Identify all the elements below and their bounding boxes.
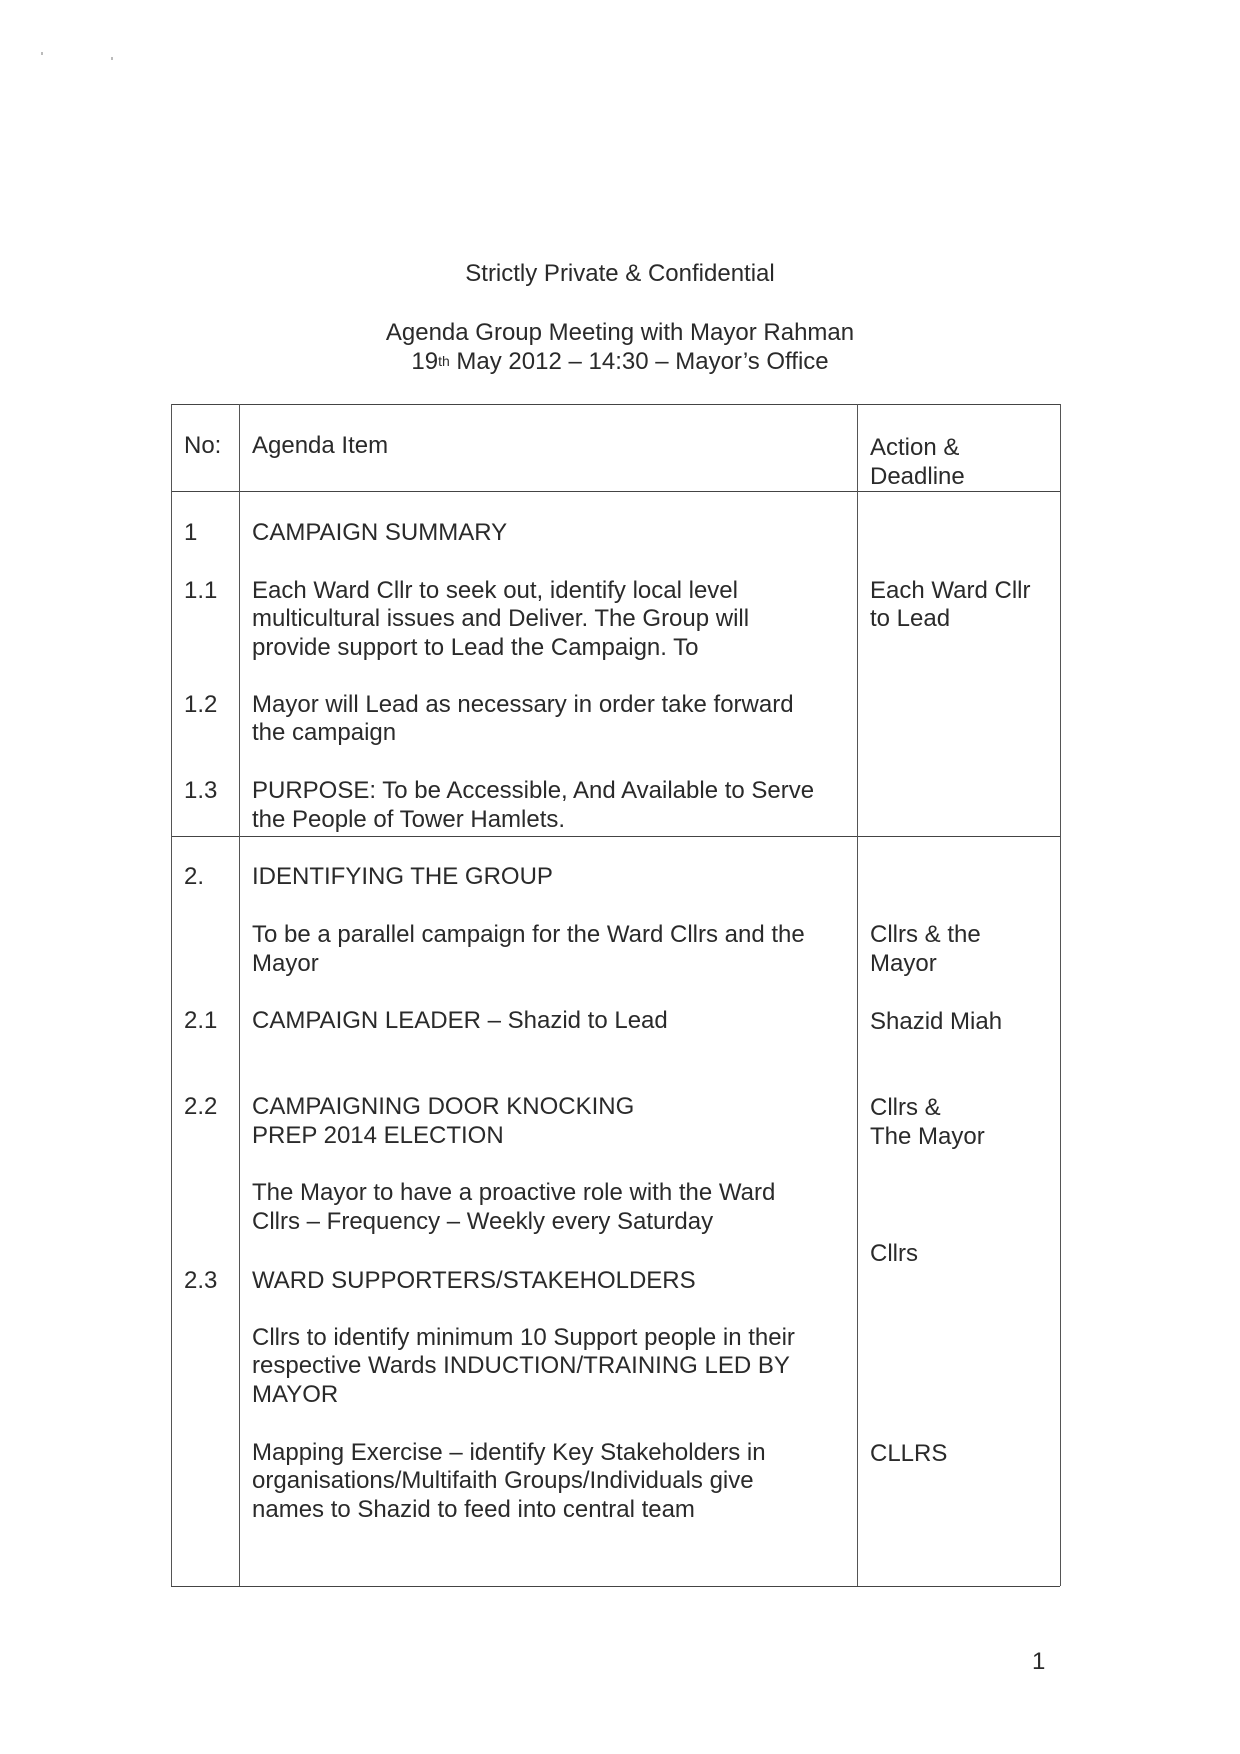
item-text: MAYOR [252, 1381, 339, 1408]
section-heading: CAMPAIGN SUMMARY [252, 519, 508, 546]
item-number: 2.3 [184, 1267, 218, 1294]
item-text: PURPOSE: To be Accessible, And Available to Serve [252, 777, 815, 804]
item-text: the People of Tower Hamlets. [252, 806, 566, 833]
item-text: PREP 2014 ELECTION [252, 1122, 504, 1149]
item-text: CAMPAIGN LEADER – Shazid to Lead [252, 1007, 668, 1034]
item-text: To be a parallel campaign for the Ward Cllrs and the [252, 921, 805, 948]
item-text: CAMPAIGNING DOOR KNOCKING [252, 1093, 635, 1120]
section-number: 1 [184, 519, 198, 546]
table-right-border [1060, 404, 1061, 1586]
column-header-deadline: Deadline [870, 463, 965, 490]
item-number: 1.1 [184, 577, 218, 604]
table-bottom-border [171, 1586, 1060, 1587]
item-text: names to Shazid to feed into central team [252, 1496, 695, 1523]
item-text: WARD SUPPORTERS/STAKEHOLDERS [252, 1267, 696, 1294]
action-text: Each Ward Cllr [870, 577, 1031, 604]
item-text: Cllrs – Frequency – Weekly every Saturday [252, 1208, 714, 1235]
item-text: Mayor [252, 950, 319, 977]
table-top-border [171, 404, 1060, 405]
action-text: Cllrs [870, 1240, 918, 1267]
item-text: the campaign [252, 719, 397, 746]
action-text: The Mayor [870, 1123, 985, 1150]
item-text: Each Ward Cllr to seek out, identify local level [252, 577, 738, 604]
date-suffix: th [438, 353, 450, 369]
date-rest: May 2012 – 14:30 – Mayor’s Office [449, 348, 829, 375]
item-number: 2.1 [184, 1007, 218, 1034]
item-text: The Mayor to have a proactive role with the Ward [252, 1179, 776, 1206]
column-header-agenda-item: Agenda Item [252, 432, 389, 459]
action-text: Shazid Miah [870, 1008, 1003, 1035]
meeting-date-time-location [0, 348, 1240, 377]
action-text: Cllrs & [870, 1094, 941, 1121]
item-text: organisations/Multifaith Groups/Individuals give [252, 1467, 754, 1494]
column-header-no: No: [184, 432, 222, 459]
column-header-action: Action & [870, 434, 960, 461]
table-left-border [171, 404, 172, 1586]
meeting-title: Agenda Group Meeting with Mayor Rahman [385, 319, 855, 346]
action-text: CLLRS [870, 1440, 948, 1467]
date-day: 19 [411, 348, 439, 375]
confidentiality-notice: Strictly Private & Confidential [465, 260, 775, 287]
section-number: 2. [184, 863, 205, 890]
item-number: 2.2 [184, 1093, 218, 1120]
item-text: respective Wards INDUCTION/TRAINING LED BY [252, 1352, 790, 1379]
item-text: Mapping Exercise – identify Key Stakeholders in [252, 1439, 766, 1466]
col-divider-action [857, 404, 858, 1586]
section1-bottom-border [171, 836, 1060, 837]
action-text: Cllrs & the [870, 921, 981, 948]
item-number: 1.2 [184, 691, 218, 718]
item-text: Mayor will Lead as necessary in order take forward [252, 691, 794, 718]
scan-artifact [111, 57, 113, 60]
col-divider-no [239, 404, 240, 1586]
page-number: 1 [1032, 1648, 1046, 1675]
action-text: to Lead [870, 605, 951, 632]
item-text: multicultural issues and Deliver. The Group will [252, 605, 750, 632]
item-text: provide support to Lead the Campaign. To [252, 634, 699, 661]
item-text: Cllrs to identify minimum 10 Support people in their [252, 1324, 795, 1351]
scan-artifact [41, 52, 43, 55]
action-text: Mayor [870, 950, 937, 977]
section-heading: IDENTIFYING THE GROUP [252, 863, 553, 890]
item-number: 1.3 [184, 777, 218, 804]
